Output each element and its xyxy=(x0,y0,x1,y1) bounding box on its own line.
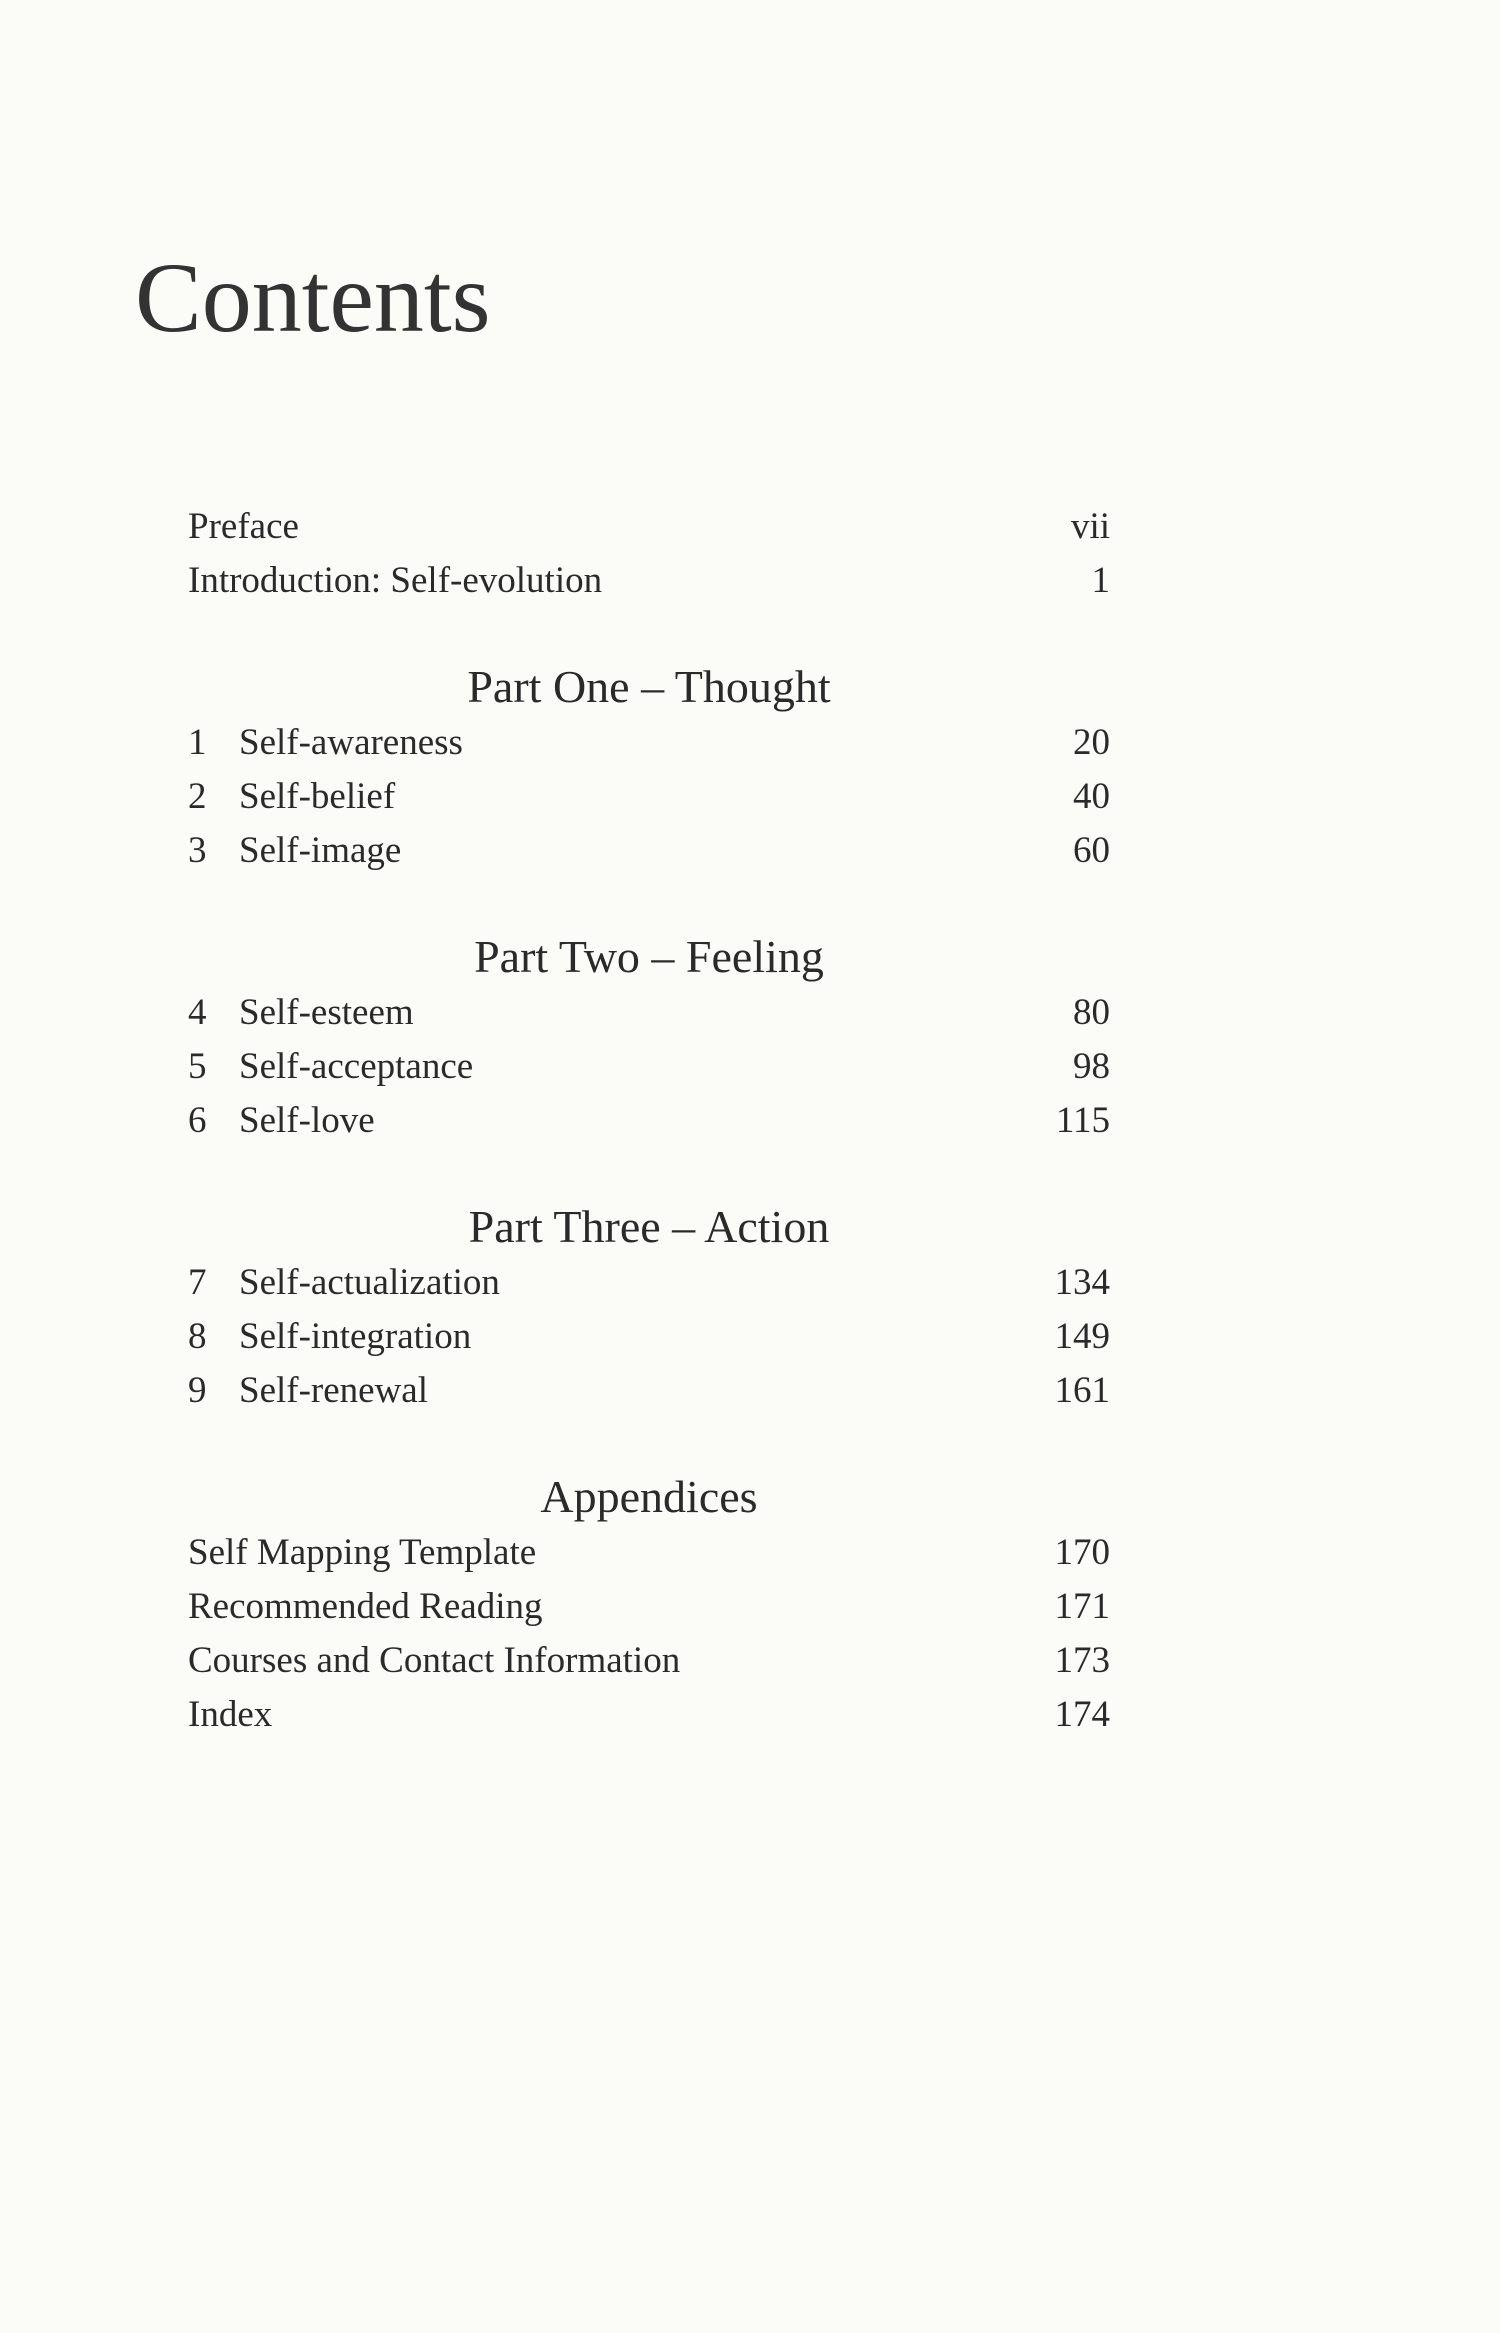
toc-entry-chapter-5[interactable] xyxy=(188,1040,1110,1094)
toc-entry-chapter-3[interactable] xyxy=(188,824,1110,878)
toc-entry-label: Self-awareness xyxy=(239,722,463,763)
toc-entry-chapter-7[interactable] xyxy=(188,1256,1110,1310)
toc-entry-chapter-2[interactable] xyxy=(188,770,1110,824)
toc-entry-appendix-template[interactable] xyxy=(188,1526,1110,1580)
chapter-number: 8 xyxy=(188,1316,207,1357)
toc-entry-appendix-index[interactable] xyxy=(188,1688,1110,1742)
chapter-number: 1 xyxy=(188,722,207,763)
chapter-number: 3 xyxy=(188,830,207,871)
toc-entry-label: Self-integration xyxy=(239,1316,472,1357)
toc-entry-label: Self-esteem xyxy=(239,992,414,1033)
toc-entry-label: Self-renewal xyxy=(239,1370,429,1411)
toc-entry-label: Recommended Reading xyxy=(188,1586,543,1627)
part-heading-one: Part One – Thought xyxy=(467,661,831,712)
toc-entry-page: 170 xyxy=(1054,1532,1110,1573)
toc-entry-page: 171 xyxy=(1054,1586,1110,1627)
toc-entry-label: Self-love xyxy=(239,1100,375,1141)
chapter-number: 9 xyxy=(188,1370,207,1411)
chapter-number: 7 xyxy=(188,1262,207,1303)
toc-entry-label: Courses and Contact Information xyxy=(188,1640,681,1681)
toc-entry-chapter-4[interactable] xyxy=(188,986,1110,1040)
toc-entry-page: 173 xyxy=(1054,1640,1110,1681)
toc-entry-label: Self-acceptance xyxy=(239,1046,474,1087)
toc-entry-appendix-courses[interactable] xyxy=(188,1634,1110,1688)
toc-entry-chapter-9[interactable] xyxy=(188,1364,1110,1418)
toc-entry-chapter-8[interactable] xyxy=(188,1310,1110,1364)
toc-entry-page: 149 xyxy=(1054,1316,1110,1357)
toc-entry-page: 60 xyxy=(1073,830,1110,871)
toc-entry-page: 80 xyxy=(1073,992,1110,1033)
toc-entry-page: vii xyxy=(1070,506,1110,547)
toc-entry-label: Introduction: Self-evolution xyxy=(188,560,603,601)
page-title: Contents xyxy=(135,242,491,353)
toc-entry-label: Self-belief xyxy=(239,776,396,817)
toc-entry-page: 20 xyxy=(1073,722,1110,763)
toc-entry-page: 174 xyxy=(1054,1694,1110,1735)
toc-entry-page: 1 xyxy=(1091,560,1110,601)
part-heading-two: Part Two – Feeling xyxy=(474,931,824,982)
part-heading-three: Part Three – Action xyxy=(468,1201,830,1252)
toc-entry-label: Self-actualization xyxy=(239,1262,500,1303)
toc-entry-page: 134 xyxy=(1054,1262,1110,1303)
toc-entry-preface[interactable] xyxy=(188,500,1110,554)
toc-entry-label: Self-image xyxy=(239,830,402,871)
toc-entry-page: 98 xyxy=(1073,1046,1110,1087)
part-heading-appendices: Appendices xyxy=(540,1471,758,1522)
toc-entry-label: Preface xyxy=(188,506,299,547)
toc-entry-chapter-1[interactable] xyxy=(188,716,1110,770)
toc-entry-page: 115 xyxy=(1055,1100,1110,1141)
chapter-number: 6 xyxy=(188,1100,207,1141)
chapter-number: 4 xyxy=(188,992,207,1033)
toc-entry-chapter-6[interactable] xyxy=(188,1094,1110,1148)
toc-entry-page: 161 xyxy=(1054,1370,1110,1411)
toc-entry-appendix-reading[interactable] xyxy=(188,1580,1110,1634)
chapter-number: 2 xyxy=(188,776,207,817)
toc-entry-label: Index xyxy=(188,1694,273,1735)
toc-entry-page: 40 xyxy=(1073,776,1110,817)
chapter-number: 5 xyxy=(188,1046,207,1087)
toc-entry-introduction[interactable] xyxy=(188,554,1110,608)
toc-entry-label: Self Mapping Template xyxy=(188,1532,537,1573)
